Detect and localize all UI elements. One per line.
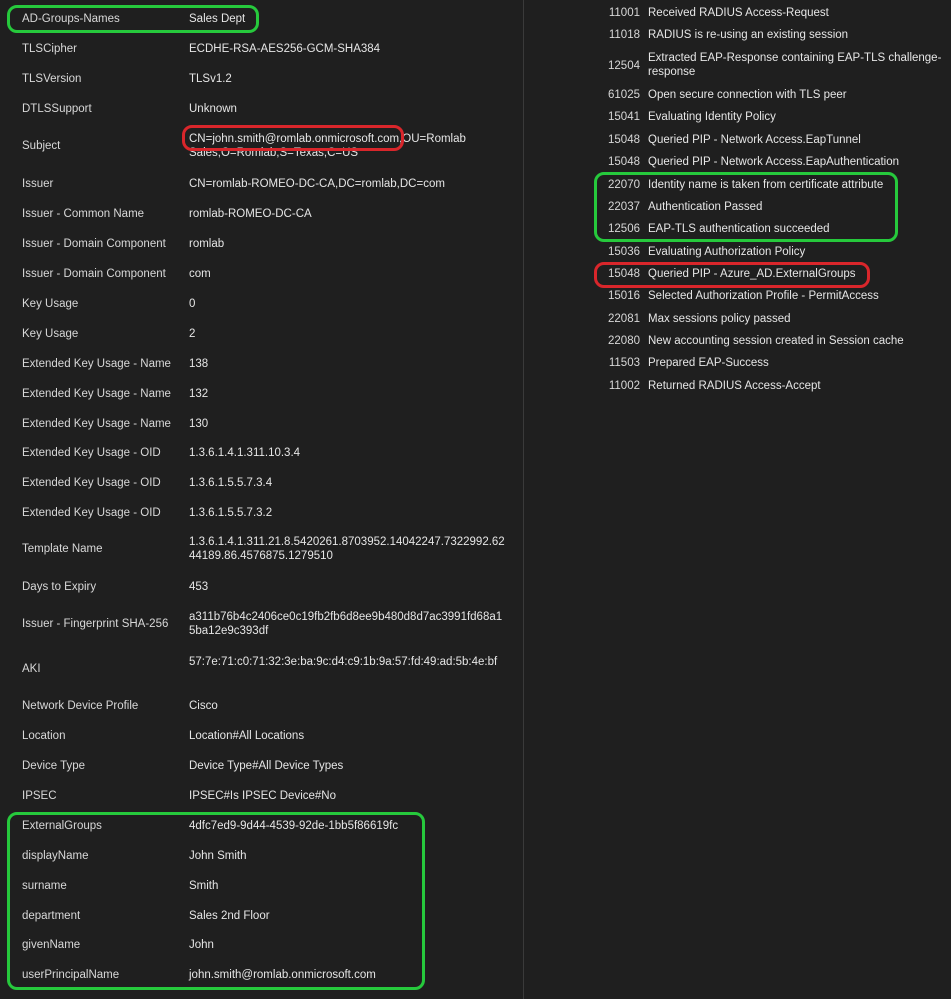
attr-value: 132 xyxy=(189,388,209,400)
attr-row-eku-name1 xyxy=(0,357,523,371)
attr-key: Subject xyxy=(22,140,61,152)
attr-row-ndp xyxy=(0,699,523,713)
attr-value: 1.3.6.1.4.1.311.21.8.5420261.8703952.14042247.7322992.6244189.86.4576875.1279510 xyxy=(189,536,505,562)
attr-key: Extended Key Usage - OID xyxy=(22,447,161,459)
attr-key: Location xyxy=(22,730,66,742)
attr-row-issuer-cn xyxy=(0,207,523,221)
attr-row-department xyxy=(0,909,523,923)
attr-row-given-name xyxy=(0,938,523,952)
attr-row-eku-oid3 xyxy=(0,506,523,520)
step-desc: Open secure connection with TLS peer xyxy=(648,89,847,101)
attr-row-keyusage2 xyxy=(0,327,523,341)
attr-value: romlab-ROMEO-DC-CA xyxy=(189,208,312,220)
attr-key: ExternalGroups xyxy=(22,820,102,832)
attr-value: 1.3.6.1.5.5.7.3.4 xyxy=(189,477,273,489)
attr-key: AKI xyxy=(22,663,41,675)
attr-key: Days to Expiry xyxy=(22,581,97,593)
attr-key: Device Type xyxy=(22,760,86,772)
step-desc: New accounting session created in Session cache xyxy=(648,335,904,347)
attr-value: 130 xyxy=(189,418,209,430)
attr-key: Issuer xyxy=(22,178,54,190)
attr-value: 0 xyxy=(189,298,196,310)
attr-value: CN=john.smith@romlab.onmicrosoft.com,OU=Romlab Sales,O=Romlab,S=Texas,C=US xyxy=(189,133,466,159)
step-desc: Max sessions policy passed xyxy=(648,313,791,325)
step-code: 15016 xyxy=(608,290,640,302)
attr-row-display-name xyxy=(0,849,523,863)
attr-value: Sales Dept xyxy=(189,13,246,25)
attr-value: IPSEC#Is IPSEC Device#No xyxy=(189,790,337,802)
step-code: 15048 xyxy=(608,268,640,280)
attr-value: Smith xyxy=(189,880,219,892)
attr-value: John xyxy=(189,939,214,951)
step-code: 15048 xyxy=(608,134,640,146)
attr-value: 453 xyxy=(189,581,209,593)
attr-value: 4dfc7ed9-9d44-4539-92de-1bb5f86619fc xyxy=(189,820,399,832)
attr-row-days-expiry xyxy=(0,580,523,594)
attr-value: Location#All Locations xyxy=(189,730,305,742)
attr-row-tlscipher xyxy=(0,42,523,56)
attr-key: Extended Key Usage - OID xyxy=(22,507,161,519)
step-desc: Extracted EAP-Response containing EAP-TLS challenge-response xyxy=(648,52,942,78)
attr-row-issuer xyxy=(0,177,523,191)
step-desc: Evaluating Identity Policy xyxy=(648,111,776,123)
attr-row-eku-name2 xyxy=(0,387,523,401)
attr-key: Issuer - Common Name xyxy=(22,208,145,220)
attr-value: a311b76b4c2406ce0c19fb2fb6d8ee9b480d8d7ac3991fd68a15ba12e9c393df xyxy=(189,611,503,637)
attr-row-issuer-dc2 xyxy=(0,267,523,281)
attr-value: 57:7e:71:c0:71:32:3e:ba:9c:d4:c9:1b:9a:57:fd:49:ad:5b:4e:bf xyxy=(189,656,498,668)
attr-row-eku-name3 xyxy=(0,417,523,431)
attr-value: 1.3.6.1.4.1.311.10.3.4 xyxy=(189,447,301,459)
step-code: 11001 xyxy=(608,7,640,19)
attr-key: userPrincipalName xyxy=(22,969,120,981)
attr-key: AD-Groups-Names xyxy=(22,13,120,25)
attr-row-ipsec xyxy=(0,789,523,803)
highlight-azure-attributes xyxy=(7,812,425,990)
attr-row-keyusage1 xyxy=(0,297,523,311)
step-code: 15041 xyxy=(608,111,640,123)
attr-key: displayName xyxy=(22,850,89,862)
step-desc: Evaluating Authorization Policy xyxy=(648,246,806,258)
step-code: 15048 xyxy=(608,156,640,168)
step-code: 11503 xyxy=(608,357,640,369)
step-desc: Queried PIP - Network Access.EapTunnel xyxy=(648,134,861,146)
step-code: 12506 xyxy=(608,223,640,235)
attr-value: Device Type#All Device Types xyxy=(189,760,344,772)
step-desc: Identity name is taken from certificate attribute xyxy=(648,179,884,191)
attr-key: Extended Key Usage - Name xyxy=(22,388,171,400)
attr-row-dtlssupport xyxy=(0,102,523,116)
step-desc: RADIUS is re-using an existing session xyxy=(648,29,849,41)
step-desc: Authentication Passed xyxy=(648,201,763,213)
attr-row-eku-oid2 xyxy=(0,476,523,490)
step-desc: Prepared EAP-Success xyxy=(648,357,769,369)
attr-key: Template Name xyxy=(22,543,103,555)
attr-row-upn xyxy=(0,968,523,982)
step-code: 15036 xyxy=(608,246,640,258)
attr-key: Issuer - Domain Component xyxy=(22,268,166,280)
attr-row-tlsversion xyxy=(0,72,523,86)
step-code: 22037 xyxy=(608,201,640,213)
attr-value: john.smith@romlab.onmicrosoft.com xyxy=(189,969,376,981)
attr-key: Extended Key Usage - Name xyxy=(22,358,171,370)
step-code: 11002 xyxy=(608,380,640,392)
attr-row-subject xyxy=(0,132,523,160)
attr-value: 138 xyxy=(189,358,209,370)
attr-key: Extended Key Usage - OID xyxy=(22,477,161,489)
attr-row-device-type xyxy=(0,759,523,773)
attr-value: TLSv1.2 xyxy=(189,73,232,85)
attr-key: surname xyxy=(22,880,67,892)
step-desc: EAP-TLS authentication succeeded xyxy=(648,223,830,235)
attr-key: givenName xyxy=(22,939,81,951)
attr-value: com xyxy=(189,268,211,280)
step-code: 22081 xyxy=(608,313,640,325)
steps-panel xyxy=(524,0,951,999)
attr-row-ad-groups xyxy=(0,12,523,26)
attr-row-surname xyxy=(0,879,523,893)
attr-key: TLSCipher xyxy=(22,43,77,55)
step-desc: Received RADIUS Access-Request xyxy=(648,7,829,19)
attr-value: CN=romlab-ROMEO-DC-CA,DC=romlab,DC=com xyxy=(189,178,445,190)
attr-row-issuer-dc1 xyxy=(0,237,523,251)
attr-key: IPSEC xyxy=(22,790,57,802)
attr-key: Extended Key Usage - Name xyxy=(22,418,171,430)
step-code: 11018 xyxy=(608,29,640,41)
attr-row-fingerprint xyxy=(0,610,523,638)
attr-value: John Smith xyxy=(189,850,247,862)
attr-key: Key Usage xyxy=(22,298,79,310)
attr-value: Unknown xyxy=(189,103,237,115)
step-desc: Queried PIP - Network Access.EapAuthentication xyxy=(648,156,900,168)
attr-key: Issuer - Domain Component xyxy=(22,238,166,250)
step-desc: Queried PIP - Azure_AD.ExternalGroups xyxy=(648,268,856,280)
step-desc: Selected Authorization Profile - PermitAccess xyxy=(648,290,879,302)
attr-row-location xyxy=(0,729,523,743)
attr-value: romlab xyxy=(189,238,225,250)
step-code: 22070 xyxy=(608,179,640,191)
attr-key: department xyxy=(22,910,81,922)
step-code: 61025 xyxy=(608,89,640,101)
attr-key: DTLSSupport xyxy=(22,103,92,115)
attr-value: 2 xyxy=(189,328,196,340)
attr-value: Cisco xyxy=(189,700,218,712)
attr-value: 1.3.6.1.5.5.7.3.2 xyxy=(189,507,273,519)
step-desc: Returned RADIUS Access-Accept xyxy=(648,380,821,392)
step-code: 22080 xyxy=(608,335,640,347)
attr-row-external-groups xyxy=(0,819,523,833)
attr-key: Network Device Profile xyxy=(22,700,139,712)
attr-row-aki xyxy=(0,655,523,683)
attr-row-eku-oid1 xyxy=(0,446,523,460)
attr-key: TLSVersion xyxy=(22,73,82,85)
attr-key: Key Usage xyxy=(22,328,79,340)
attr-value: ECDHE-RSA-AES256-GCM-SHA384 xyxy=(189,43,381,55)
attr-row-template-name xyxy=(0,535,523,563)
step-code: 12504 xyxy=(608,60,640,72)
attr-key: Issuer - Fingerprint SHA-256 xyxy=(22,618,169,630)
attr-value: Sales 2nd Floor xyxy=(189,910,270,922)
